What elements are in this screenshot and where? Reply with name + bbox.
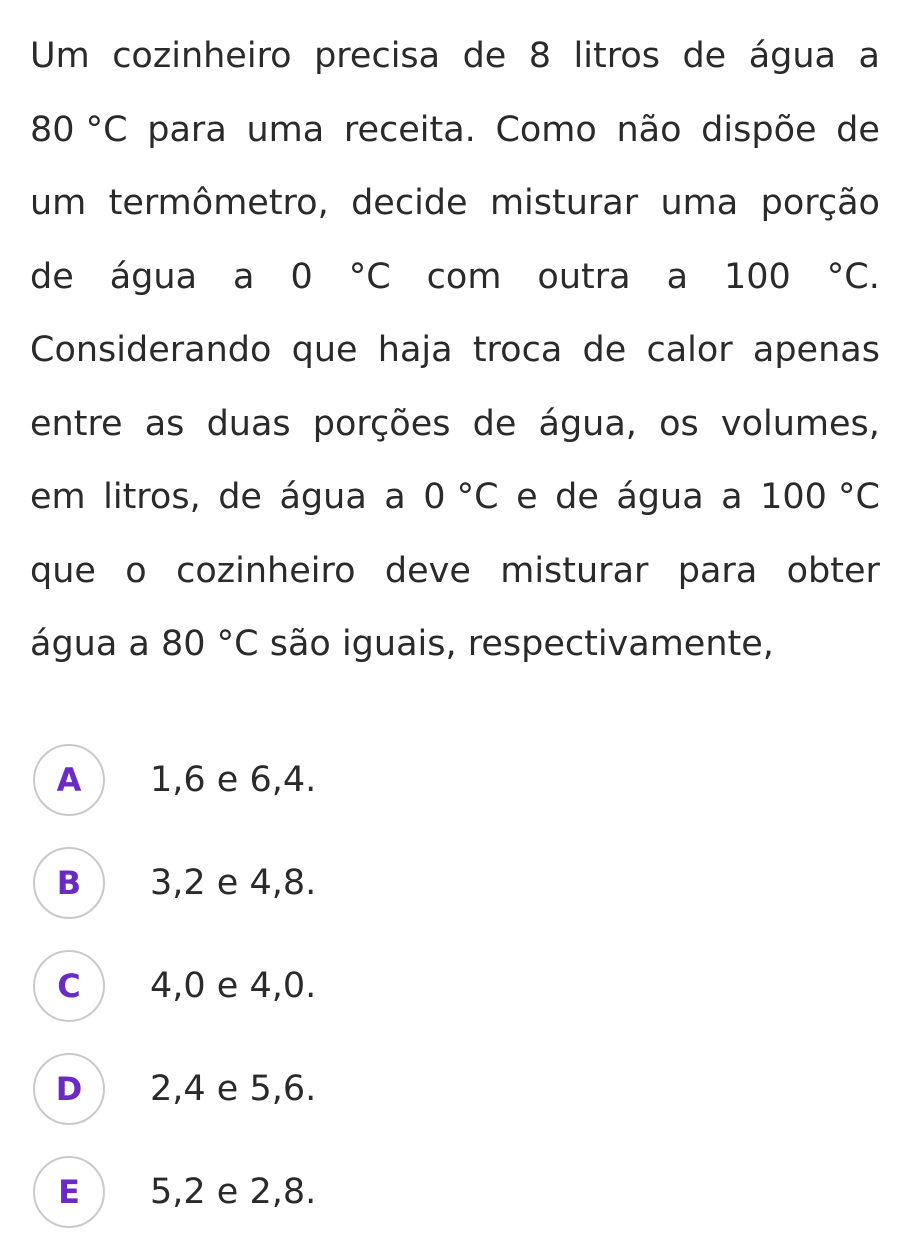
question-line <box>30 94 880 168</box>
question-word: obter <box>786 550 880 591</box>
question-line <box>30 388 880 462</box>
question-word: e <box>516 477 538 517</box>
question-word: de <box>555 477 599 517</box>
question-word: para <box>147 109 227 150</box>
question-word: em <box>30 477 86 517</box>
question-word: termômetro, <box>108 183 329 223</box>
question-word: Considerando <box>30 330 272 370</box>
question-line <box>30 535 880 609</box>
question-word: °C. <box>826 256 880 297</box>
option-a[interactable] <box>33 728 873 831</box>
option-letter-badge: E <box>33 1156 105 1228</box>
option-letter-badge: C <box>33 950 105 1022</box>
question-word: porções <box>312 403 451 444</box>
question-word: uma <box>660 183 739 223</box>
question-word: a <box>721 477 743 517</box>
option-letter-badge: B <box>33 847 105 919</box>
question-word: de <box>218 477 262 517</box>
question-word: de <box>582 330 627 370</box>
question-word: água <box>109 256 198 297</box>
question-word: a <box>384 477 406 517</box>
option-b[interactable] <box>33 831 873 934</box>
question-word: que <box>291 330 358 370</box>
question-line <box>30 167 880 241</box>
question-word: de <box>472 403 517 444</box>
question-word: dispõe <box>701 109 817 150</box>
question-text <box>30 20 880 682</box>
question-word: 0 <box>290 256 313 297</box>
question-word: água <box>616 477 704 517</box>
answer-options <box>33 728 873 1243</box>
question-word: a <box>666 256 689 297</box>
question-word: misturar <box>489 183 639 223</box>
question-line <box>30 461 880 535</box>
question-word: para <box>677 550 758 591</box>
question-word: 100 <box>724 256 791 297</box>
option-text: 1,6 e 6,4. <box>150 759 317 800</box>
question-word: não <box>616 109 682 150</box>
question-word: precisa <box>314 36 441 76</box>
question-word: cozinheiro <box>176 550 356 591</box>
option-d[interactable] <box>33 1037 873 1140</box>
question-word: °C <box>348 256 391 297</box>
question-word: 100 °C <box>760 477 880 517</box>
question-word: os <box>659 403 699 444</box>
question-word: a <box>233 256 255 297</box>
question-word: volumes, <box>720 403 880 444</box>
question-word: água, <box>538 403 637 444</box>
question-word: duas <box>206 403 291 444</box>
question-word: uma <box>246 109 325 150</box>
question-word: as <box>144 403 185 444</box>
question-word: com <box>426 256 502 297</box>
question-word: 8 <box>528 36 552 76</box>
question-line <box>30 241 880 315</box>
option-text: 5,2 e 2,8. <box>150 1171 317 1212</box>
question-word: um <box>30 183 87 223</box>
option-text: 4,0 e 4,0. <box>150 965 317 1006</box>
option-letter-badge: A <box>33 744 105 816</box>
option-letter-badge: D <box>33 1053 105 1125</box>
question-word: receita. <box>343 109 476 150</box>
question-word: Como <box>495 109 597 150</box>
question-word: o <box>125 550 147 591</box>
question-word: que <box>30 550 96 591</box>
question-word: troca <box>472 330 563 370</box>
option-text: 2,4 e 5,6. <box>150 1068 317 1109</box>
question-word: porção <box>760 183 880 223</box>
question-word: 80 °C <box>30 109 128 150</box>
question-word: apenas <box>752 330 880 370</box>
question-line <box>30 20 880 94</box>
question-word: 0 °C <box>423 477 499 517</box>
option-c[interactable] <box>33 934 873 1037</box>
question-word: haja <box>377 330 453 370</box>
question-line <box>30 314 880 388</box>
question-word: água <box>279 477 367 517</box>
question-word: cozinheiro <box>112 36 292 76</box>
question-word: calor <box>646 330 733 370</box>
question-word: outra <box>537 256 631 297</box>
question-word: água a 80 °C são iguais, respectivamente, <box>30 624 774 664</box>
question-word: litros <box>573 36 660 76</box>
question-word: misturar <box>500 550 649 591</box>
question-word: Um <box>30 36 90 76</box>
question-word: a <box>858 36 880 76</box>
question-word: de <box>30 256 74 297</box>
question-line <box>30 608 880 682</box>
question-word: entre <box>30 403 123 444</box>
question-word: de <box>682 36 727 76</box>
question-word: decide <box>351 183 468 223</box>
question-word: de <box>836 109 880 150</box>
question-word: água <box>748 36 836 76</box>
question-word: deve <box>384 550 471 591</box>
option-text: 3,2 e 4,8. <box>150 862 317 903</box>
question-word: de <box>462 36 507 76</box>
question-word: litros, <box>103 477 201 517</box>
option-e[interactable] <box>33 1140 873 1243</box>
